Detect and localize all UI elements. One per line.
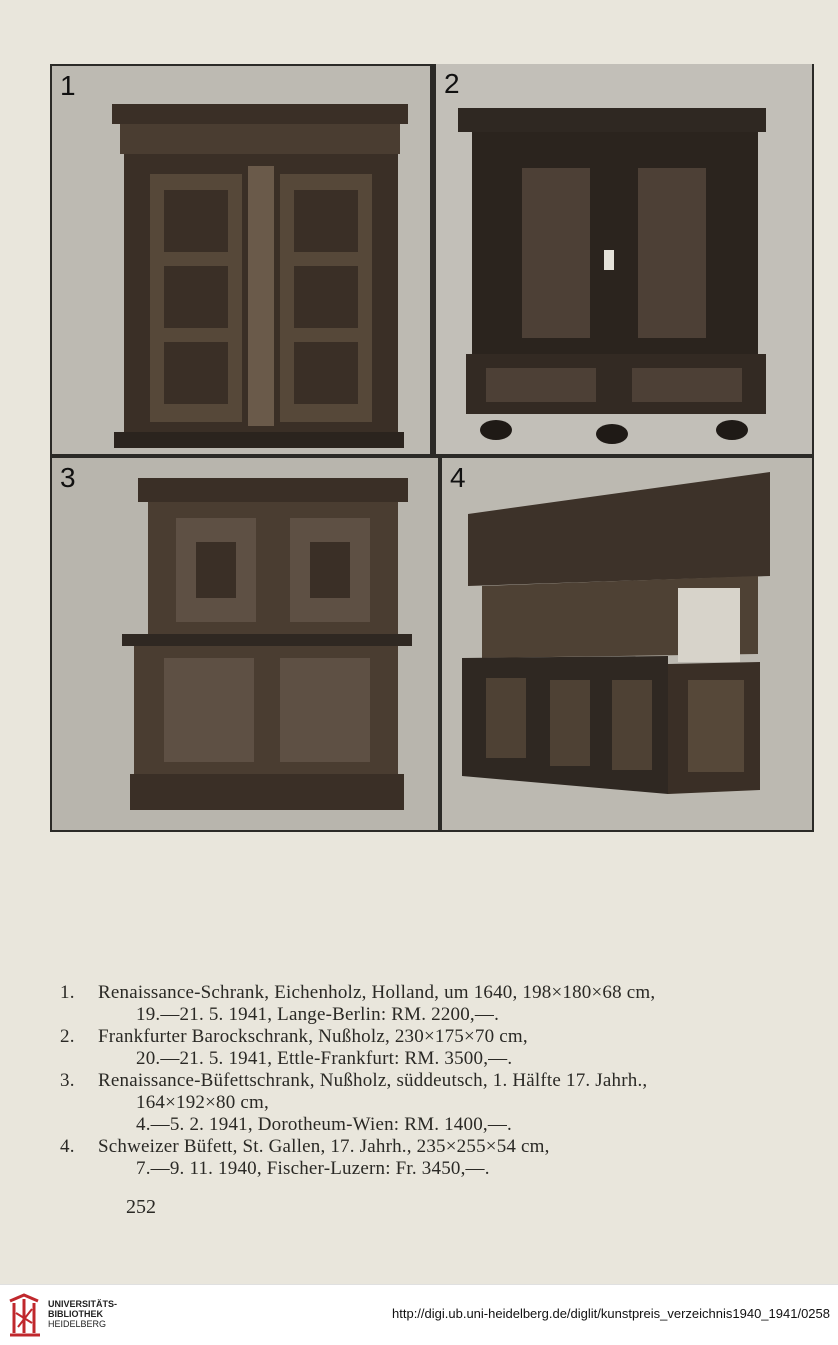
caption-sale: 20.—21. 5. 1941, Ettle-Frankfurt: RM. 3500,—. (136, 1048, 513, 1069)
figure-number: 3 (60, 462, 76, 493)
caption-index: 3. (60, 1070, 75, 1091)
caption-2 (60, 1026, 800, 1070)
source-url-link[interactable]: http://digi.ub.uni-heidelberg.de/diglit/kunstpreis_verzeichnis1940_1941/0258 (392, 1306, 830, 1321)
figure-1 (52, 66, 430, 454)
figure-number: 4 (450, 462, 466, 493)
caption-3 (60, 1070, 800, 1136)
figure-number: 2 (444, 68, 460, 99)
library-name-line2: BIBLIOTHEK (48, 1309, 103, 1319)
footer-bar (0, 1284, 838, 1345)
caption-sale: 19.—21. 5. 1941, Lange-Berlin: RM. 2200,—. (136, 1004, 500, 1025)
figure-number: 1 (60, 70, 76, 101)
caption-text: Frankfurter Barockschrank, Nußholz, 230×175×70 cm, (98, 1026, 528, 1047)
university-library-logo-icon (8, 1293, 42, 1337)
renaissance-cabinet-image (52, 66, 430, 454)
caption-4 (60, 1136, 800, 1180)
figure-3 (52, 458, 438, 830)
captions (60, 982, 800, 1180)
caption-index: 2. (60, 1026, 75, 1047)
figure-4 (442, 458, 812, 830)
swiss-buffet-image (442, 458, 812, 830)
library-name-line1: UNIVERSITÄTS- (48, 1299, 118, 1309)
photo-plate (50, 64, 814, 832)
baroque-cabinet-image (436, 64, 812, 454)
caption-text: Renaissance-Schrank, Eichenholz, Holland, um 1640, 198×180×68 cm, (98, 982, 656, 1003)
caption-sale: 4.—5. 2. 1941, Dorotheum-Wien: RM. 1400,—. (136, 1114, 512, 1135)
caption-index: 4. (60, 1136, 75, 1157)
caption-sale: 7.—9. 11. 1940, Fischer-Luzern: Fr. 3450,—. (136, 1158, 490, 1179)
caption-1 (60, 982, 800, 1026)
library-name (48, 1299, 117, 1329)
caption-text: Renaissance-Büfettschrank, Nußholz, süddeutsch, 1. Hälfte 17. Jahrh., (98, 1070, 648, 1091)
caption-index: 1. (60, 982, 75, 1003)
library-name-line3: HEIDELBERG (48, 1319, 107, 1329)
caption-dimensions: 164×192×80 cm, (136, 1092, 269, 1113)
caption-text: Schweizer Büfett, St. Gallen, 17. Jahrh., 235×255×54 cm, (98, 1136, 550, 1157)
page-number: 252 (126, 1196, 156, 1218)
renaissance-buffet-cabinet-image (52, 458, 438, 830)
figure-2 (436, 64, 812, 454)
